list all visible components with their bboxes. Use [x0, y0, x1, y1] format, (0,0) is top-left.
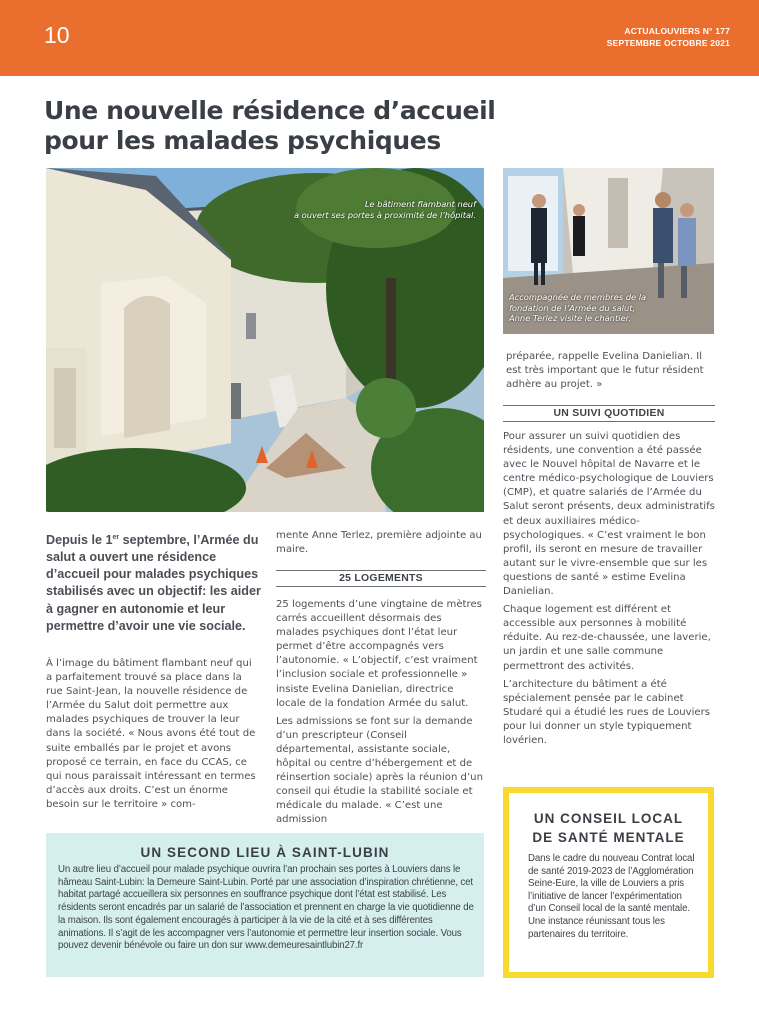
column-3-continuation: [506, 350, 715, 396]
logements-paragraph-1: 25 logements d’une vingtaine de mètres carrés accueillent désormais des malades psychiques dont l’état leur permet d’être accompagnés vers l’autonomie. « L’objectif, c’est vraiment l’inclusion sociale et professionnelle » insiste Evelina Danielian, directrice locale de la fondation Armée du salut.: [276, 599, 482, 709]
headline-line-2: pour les malades psychiques: [44, 126, 441, 155]
saint-lubin-text: Un autre lieu d’accueil pour malade psychique ouvrira l’an prochain ses portes à Louviers dans le hâmeau Saint-Lubin: la Demeure Saint-Lubin. Porté par une association d’inspiration chrétienne, cet habitat partagé accueillera six personnes en souffrance psychique dont l’état est stabilisé. Les résidents seront encadrés par un salarié de l’association et prennent en charge la vie quotidienne de la maison. Ils sont également encouragés à participer à la vie de la cité et à ses différentes animations. Il s’agit de les accompagner vers l’autonomie et permettre leur insertion sociale. Vous pouvez devenir bénévole ou faire un don sur www.demeuresaintlubin27.fr: [58, 864, 474, 952]
site-visit-photo: [503, 168, 714, 334]
article-headline: [44, 96, 504, 156]
column-1-paragraph: À l’image du bâtiment flambant neuf qui a parfaitement trouvé sa place dans la rue Saint-Jean, la nouvelle résidence de l’Armée du Salut doit permettre aux malades psychiques de trouver la leur dans la société. « Nous avons été tout de suite emballés par le projet et avons proposé ce terrain, en face du CCAS, ce qui nous paraissait intéressant en termes d’accès aux droits. C’est un énorme besoin sur le territoire » com-: [46, 658, 256, 810]
publication-info: [607, 25, 730, 49]
conseil-sante-title-line-2: DE SANTÉ MENTALE: [532, 830, 685, 845]
saint-lubin-title: UN SECOND LIEU À SAINT-LUBIN: [140, 845, 390, 860]
column-2-continuation: [276, 529, 486, 561]
conseil-sante-title: [509, 809, 708, 847]
lead-text-rest: septembre, l’Armée du salut a ouvert une résidence d’accueil pour malades psychiques stabilisés avec un objectif: les aider à gagner en autonomie et leur permettre d’avoir une vie sociale.: [46, 533, 261, 633]
column-3-text: [503, 430, 715, 752]
saint-lubin-box: [46, 833, 484, 977]
column-3-continuation-text: préparée, rappelle Evelina Danielian. Il est très important que le futur résident adhère au projet. »: [506, 351, 704, 391]
lead-text-start: Depuis le 1: [46, 533, 113, 548]
section-heading-suivi: UN SUIVI QUOTIDIEN: [503, 405, 715, 422]
photo-side-caption-line-3: Anne Terlez visite le chantier.: [509, 313, 631, 323]
photo-main-caption-line-2: a ouvert ses portes à proximité de l’hôpital.: [293, 209, 476, 220]
column-2-continuation-text: mente Anne Terlez, première adjointe au maire.: [276, 530, 482, 556]
page-number: 10: [44, 22, 70, 48]
header-bar: [0, 0, 759, 76]
building-photo: [46, 168, 484, 512]
photo-side-caption-line-2: fondation de l’Armée du salut,: [509, 302, 636, 313]
conseil-sante-text: Dans le cadre du nouveau Contrat local de santé 2019-2023 de l’Agglomération Seine-Eure, la ville de Louviers a pris l’initiative de lancer l’expérimentation d’un Conseil local de la santé mentale. Une instance réunissant tous les partenaires du territoire.: [528, 853, 695, 940]
suivi-paragraph-3: L’architecture du bâtiment a été spécialement pensée par le cabinet Studaré qui a étudié les rues de Louviers pour lui donner un style typiquement lovérien.: [503, 678, 711, 746]
publication-title: ACTUALOUVIERS N° 177: [624, 26, 730, 36]
suivi-paragraph-2: Chaque logement est différent et accessible aux personnes à mobilité réduite. Au rez-de-chaussée, une laverie, un jardin et une salle commune permettront des activités.: [503, 604, 711, 672]
logements-paragraph-2: Les admissions se font sur la demande d’un prescripteur (Conseil départemental, assistante sociale, hôpital ou centre d’hébergement et de réinsertion sociale) après la réunion d’un conseil qui étudie la stabilité sociale et médicale du malade. « C’est une admission: [276, 715, 483, 826]
photo-side-caption-line-1: Accompagnée de membres de la: [509, 292, 647, 302]
conseil-sante-title-line-1: UN CONSEIL LOCAL: [533, 811, 684, 826]
photo-main-caption: [276, 199, 476, 220]
lead-superscript: er: [112, 534, 120, 541]
headline-line-1: Une nouvelle résidence d’accueil: [44, 96, 496, 125]
conseil-sante-box: [503, 787, 714, 978]
photo-main-caption-line-1: Le bâtiment flambant neuf: [364, 199, 476, 209]
column-2-text: [276, 598, 486, 832]
issue-date: SEPTEMBRE OCTOBRE 2021: [606, 38, 730, 48]
section-heading-logements: 25 LOGEMENTS: [276, 570, 486, 587]
photo-side-caption: [509, 292, 709, 324]
column-1-text: [46, 657, 258, 816]
article-lead: [46, 529, 262, 635]
suivi-paragraph-1: Pour assurer un suivi quotidien des résidents, une convention a été passée avec le Nouvel hôpital de Navarre et le centre médico-psychologique de Louviers (CMP), et quatre salariés de l’Armée du Salut seront présents, deux administratifs et deux auxiliaires médico-psychologiques. « C’est vraiment le bon profil, ils seront en mesure de travailler autant sur le vivre-ensemble que sur les questions de santé » estime Evelina Danielian.: [503, 431, 715, 598]
